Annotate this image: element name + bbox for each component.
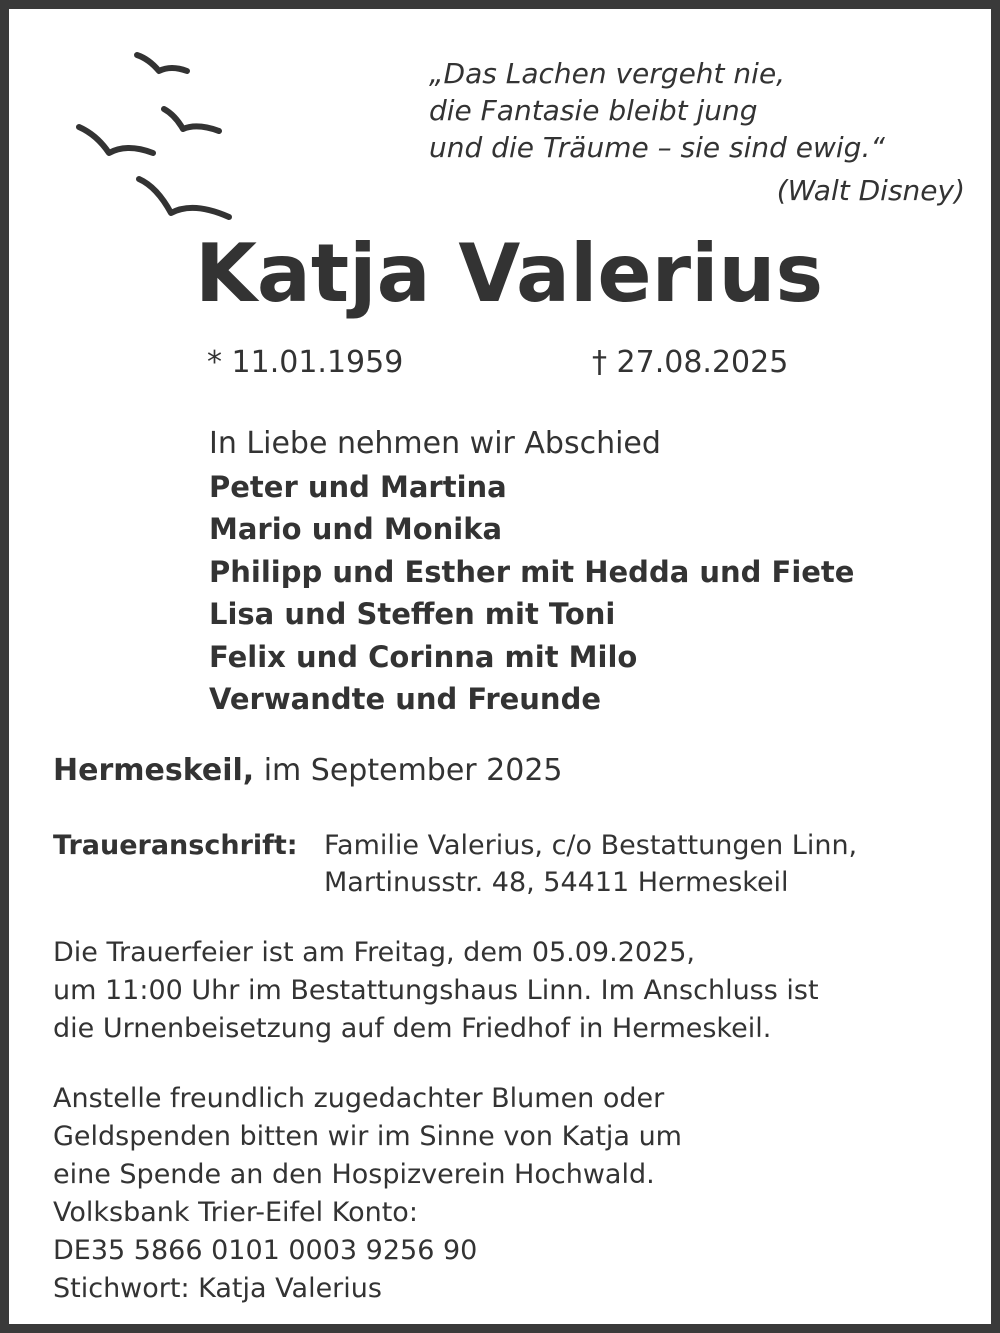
quote-line: „Das Lachen vergeht nie, [429, 57, 786, 90]
ceremony-line: um 11:00 Uhr im Bestattungshaus Linn. Im Anschluss ist [53, 975, 819, 1006]
mourner-name: Peter und Martina [209, 469, 507, 504]
ceremony-line: Die Trauerfeier ist am Freitag, dem 05.09.2025, [53, 937, 695, 968]
mourner-list [209, 466, 854, 721]
address-line: Martinusstr. 48, 54411 Hermeskeil [324, 867, 789, 898]
place-month: im September 2025 [254, 753, 563, 788]
quote-line: und die Träume – sie sind ewig.“ [429, 131, 885, 164]
address-label: Traueranschrift: [53, 830, 298, 861]
address-value [324, 827, 857, 901]
quote [429, 55, 969, 209]
bank-name: Volksbank Trier-Eifel Konto: [53, 1197, 418, 1228]
keyword: Stichwort: Katja Valerius [53, 1273, 382, 1304]
mourner-name: Philipp und Esther mit Hedda und Fiete [209, 554, 855, 589]
bird-icon [79, 127, 153, 153]
quote-line: die Fantasie bleibt jung [429, 94, 758, 127]
birds-icon [69, 47, 249, 227]
mourners [209, 423, 854, 721]
donation-info [53, 1080, 973, 1308]
quote-author: (Walt Disney) [776, 174, 965, 207]
donation-line: Geldspenden bitten wir im Sinne von Katja um [53, 1121, 682, 1152]
mourner-name: Mario und Monika [209, 512, 503, 546]
address-line: Familie Valerius, c/o Bestattungen Linn, [324, 830, 858, 861]
iban: DE35 5866 0101 0003 9256 90 [53, 1235, 478, 1266]
mourner-name: Felix und Corinna mit Milo [209, 639, 638, 674]
bird-icon [137, 55, 187, 71]
donation-line: eine Spende an den Hospizverein Hochwald. [53, 1159, 655, 1190]
deceased-name: Katja Valerius [194, 227, 824, 320]
ceremony-line: die Urnenbeisetzung auf dem Friedhof in Hermeskeil. [53, 1013, 772, 1044]
place-date [53, 753, 563, 788]
mourner-name: Verwandte und Freunde [209, 682, 602, 716]
death-date: † 27.08.2025 [592, 345, 789, 380]
mourners-intro: In Liebe nehmen wir Abschied [209, 426, 661, 461]
mourner-name: Lisa und Steffen mit Toni [209, 597, 616, 631]
bird-icon [139, 179, 229, 217]
ceremony-info [53, 934, 973, 1048]
donation-line: Anstelle freundlich zugedachter Blumen oder [53, 1083, 665, 1114]
birth-date: * 11.01.1959 [207, 345, 404, 380]
bird-icon [164, 109, 219, 131]
place-city: Hermeskeil, [53, 753, 255, 788]
